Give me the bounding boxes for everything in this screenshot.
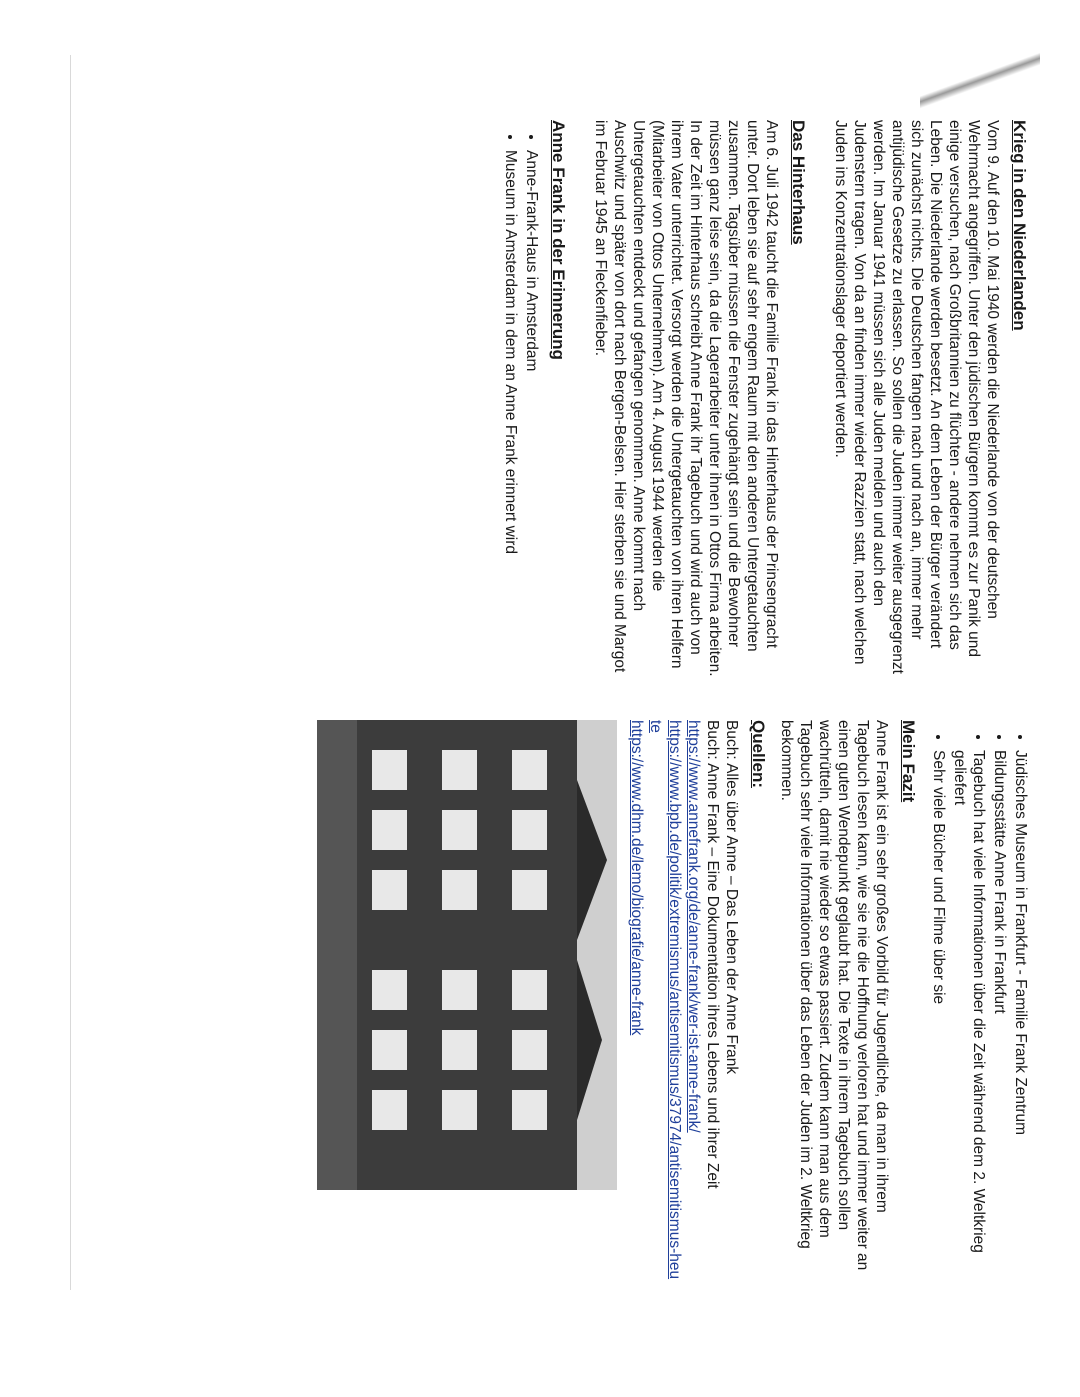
list-item: • Bildungsstätte Anne Frank in Frankfurt [990,750,1009,1280]
list-item: • Jüdisches Museum in Frankfurt - Familie Frank Zentrum [1011,750,1030,1280]
list-item: • Tagebuch hat viele Informationen über die Zeit während dem 2. Weltkrieg geliefert [950,750,988,1280]
rotated-page [130,120,1030,1280]
folded-corner [920,45,1040,115]
source-book: Buch: Alles über Anne – Das Leben der Anne Frank [723,720,740,1075]
source-link[interactable]: https://www.bpb.de/politik/extremismus/antisemitismus/37974/antisemitismus-heute [647,720,683,1280]
heading-quellen: Quellen: [749,720,768,789]
list-item: • Museum in Amsterdam in dem an Anne Frank erinnert wird [501,150,520,680]
list-item: • Sehr viele Bücher und Filme über sie [929,750,948,1280]
text-krieg: Vom 9. Auf den 10. Mai 1940 werden die Niederlande von der deutschen Wehrmacht angegriffen. Unter den jüdischen Bürgern kommt es zur Panik und einige versuchen, nach Großbritannien zu flüchten - andere nehmen sich das Leben. Die Niederlande werden besetzt. An dem Leben der Bürger verändert sich zunächst nichts. Die Deutschen fangen nach und nach an, immer mehr antijüdische Gesetze zu erlassen. So sollen die Juden immer weiter ausgegrenzt werden. Im Januar 1941 müssen sich alle Juden melden und auch den Judenstern tragen. Von da an finden immer wieder Razzien statt, nach welchen Juden ins Konzentrationslager deportiert werden. [832,120,1001,674]
heading-fazit: Mein Fazit [899,720,918,803]
source-link[interactable]: https://www.annefrank.org/de/anne-frank/wer-ist-anne-frank/ [685,720,702,1133]
heading-krieg: Krieg in den Niederlanden [1010,120,1029,331]
text-hinterhaus: Am 6. Juli 1942 taucht die Familie Frank in das Hinterhaus der Prinsengracht unter. Dort leben sie auf sehr engem Raum mit den anderen Untergetauchten zusammen. Tagsüber müssen die Fenster zugehängt sein und die Bewohner müssen ganz leise sein, da die Lagerarbeiter unter ihnen in Ottos Firma arbeiten. In der Zeit im Hinterhaus schreibt Anne Frank ihr Tagebuch und wird auch von ihrem Vater unterrichtet. Versorgt werden die Untergetauchten von ihren Helfern (Mitarbeiter von Ottos Unternehmen). Am 4. August 1944 werden die Untergetauchten entdeckt und gefangen genommen. Anne kommt nach Auschwitz und später von dort nach Bergen-Belsen. Hier sterben sie und Margot im Februar 1945 an Fleckenfieber. [592,120,780,677]
heading-hinterhaus: Das Hinterhaus [789,120,808,245]
list-item: • Anne-Frank-Haus in Amsterdam [522,150,541,680]
heading-erinnerung: Anne Frank in der Erinnerung [549,120,568,360]
source-link[interactable]: https://www.dhm.de/lemo/biografie/anne-frank [628,720,645,1036]
house-photo-icon [317,720,617,1190]
right-column [317,720,1030,1280]
left-column [491,120,1030,680]
erinnerung-list-continued [929,720,1030,1280]
erinnerung-list [501,120,541,680]
source-book: Buch: Anne Frank – Eine Dokumentation ihres Lebens und ihrer Zeit [704,720,721,1189]
text-fazit: Anne Frank ist ein sehr großes Vorbild für Jugendliche, da man in ihrem Tagebuch lesen kann, wie sie nie die Hoffnung verloren hat und immer weiter an einen guten Wendepunkt geglaubt hat. Die Texte in ihrem Tagebuch sollen wachrütteln, damit nie wieder so etwas passiert. Zudem kann man aus dem Tagebuch sehr viele Informationen über das Leben der Juden im 2. Weltkrieg bekommen. [778,720,890,1271]
